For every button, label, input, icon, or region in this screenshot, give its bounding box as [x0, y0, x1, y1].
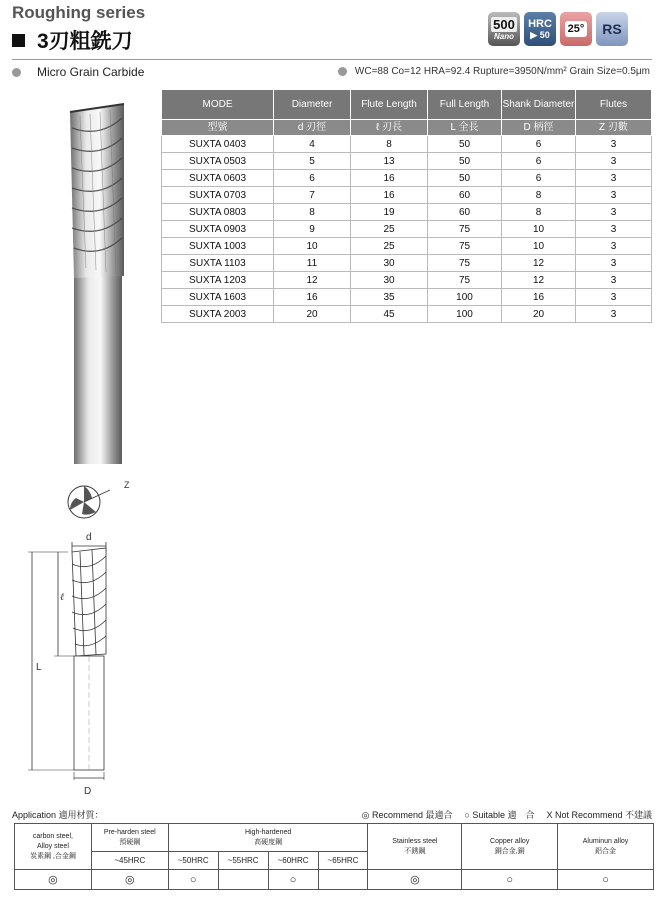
table-cell: 16: [351, 187, 428, 204]
table-row: [162, 306, 652, 323]
header-divider: [12, 59, 652, 60]
table-row: [162, 221, 652, 238]
bullet-icon: [338, 67, 347, 76]
table-cell: 6: [502, 136, 576, 153]
table-cell: 3: [576, 289, 652, 306]
suitability-mark: ○: [168, 870, 218, 890]
table-cell: 50: [428, 136, 502, 153]
table-cell: 3: [576, 170, 652, 187]
suitability-mark: ◎: [15, 870, 92, 890]
table-cell: 100: [428, 289, 502, 306]
dimension-drawing: [20, 530, 130, 800]
shank-diameter-label: D: [84, 786, 92, 797]
table-cell: 11: [274, 255, 351, 272]
rs-badge-text: RS: [602, 21, 622, 37]
table-cell: 3: [576, 238, 652, 255]
application-table: [14, 823, 654, 890]
suitability-mark: ◎: [91, 870, 168, 890]
table-cell: 30: [351, 255, 428, 272]
col-subheader: 型號: [162, 120, 274, 136]
d-label: d: [86, 532, 92, 543]
table-cell: 75: [428, 255, 502, 272]
material-stainless: Stainless steel 不銹鋼: [368, 824, 462, 870]
table-cell: 16: [274, 289, 351, 306]
material-text: Micro Grain Carbide: [37, 65, 145, 79]
nano-badge-text: Nano: [494, 32, 514, 41]
material-copper: Copper alloy 銅合金,銅: [462, 824, 558, 870]
table-cell: SUXTA 0703: [162, 187, 274, 204]
material-aluminium: Aluminun alloy 鋁合金: [558, 824, 654, 870]
end-view-icon: [60, 478, 140, 528]
table-cell: 35: [351, 289, 428, 306]
col-header: Full Length: [428, 90, 502, 120]
material-carbon-steel: carbon steel, Alloy steel 炭素鋼 ,合金鋼: [15, 824, 92, 870]
product-title: [12, 25, 133, 55]
col-header: Diameter: [274, 90, 351, 120]
spec-table: [161, 89, 652, 323]
table-cell: 3: [576, 204, 652, 221]
table-cell: 50: [428, 153, 502, 170]
table-cell: SUXTA 0503: [162, 153, 274, 170]
legend-suitable: ○ Suitable 適 合: [464, 810, 535, 820]
z-label: Z: [124, 480, 130, 490]
legend-recommend: ◎ Recommend 最適合: [361, 810, 453, 820]
helix-angle-text: 25°: [565, 21, 588, 37]
helix-angle-badge: [560, 12, 592, 46]
product-title-text: 3刃粗銑刀: [37, 30, 133, 53]
table-cell: 6: [274, 170, 351, 187]
col-header: Shank Diameter: [502, 90, 576, 120]
nano-badge-number: 500: [493, 17, 515, 32]
hrc-range: ~55HRC: [218, 852, 268, 870]
table-cell: 60: [428, 204, 502, 221]
table-row: [162, 238, 652, 255]
table-row: [162, 272, 652, 289]
table-cell: 25: [351, 238, 428, 255]
table-cell: SUXTA 1603: [162, 289, 274, 306]
col-header: Flutes: [576, 90, 652, 120]
hrc-value: 50: [539, 29, 550, 40]
title-square-icon: [12, 34, 25, 47]
material-high-hardened: High-hardened 高硬度鋼: [168, 824, 368, 852]
hrc-badge-text: HRC: [528, 17, 552, 30]
table-cell: 20: [502, 306, 576, 323]
table-header-row: [162, 90, 652, 120]
nano-coating-badge: [488, 12, 520, 46]
material-line: [12, 65, 144, 79]
table-cell: 3: [576, 221, 652, 238]
full-length-label: L: [36, 662, 42, 673]
table-row: [162, 289, 652, 306]
series-title: Roughing series: [12, 3, 146, 22]
table-cell: 50: [428, 170, 502, 187]
col-subheader: D 柄徑: [502, 120, 576, 136]
table-row: [162, 187, 652, 204]
suitability-mark: [318, 870, 368, 890]
table-cell: 4: [274, 136, 351, 153]
table-cell: 8: [502, 187, 576, 204]
table-cell: SUXTA 1003: [162, 238, 274, 255]
hrc-badge: [524, 12, 556, 46]
table-cell: 75: [428, 272, 502, 289]
table-cell: 3: [576, 136, 652, 153]
table-cell: 25: [351, 221, 428, 238]
hrc-badge-value: ▶ 50: [530, 29, 550, 40]
rs-badge: [596, 12, 628, 46]
table-row: [162, 204, 652, 221]
table-cell: 100: [428, 306, 502, 323]
table-cell: SUXTA 2003: [162, 306, 274, 323]
spec-text: WC=88 Co=12 HRA=92.4 Rupture=3950N/mm² Grain Size=0.5μm: [354, 66, 650, 77]
table-row: [162, 255, 652, 272]
spec-line: [338, 66, 650, 77]
table-cell: 8: [351, 136, 428, 153]
table-cell: 10: [502, 238, 576, 255]
col-header: MODE: [162, 90, 274, 120]
col-subheader: ℓ 刃長: [351, 120, 428, 136]
table-cell: 5: [274, 153, 351, 170]
table-cell: SUXTA 1103: [162, 255, 274, 272]
table-cell: 8: [502, 204, 576, 221]
legend: [362, 808, 652, 821]
table-cell: 9: [274, 221, 351, 238]
col-header: Flute Length: [351, 90, 428, 120]
col-subheader: L 全長: [428, 120, 502, 136]
flute-length-label: ℓ: [60, 592, 65, 603]
suitability-mark: ○: [462, 870, 558, 890]
table-cell: 3: [576, 306, 652, 323]
hrc-range: ~65HRC: [318, 852, 368, 870]
table-cell: 12: [502, 255, 576, 272]
suitability-mark: ○: [558, 870, 654, 890]
table-row: [162, 153, 652, 170]
table-cell: 3: [576, 187, 652, 204]
hrc-range: ~50HRC: [168, 852, 218, 870]
suitability-mark: ◎: [368, 870, 462, 890]
table-cell: 75: [428, 221, 502, 238]
table-cell: 7: [274, 187, 351, 204]
table-cell: 3: [576, 255, 652, 272]
hrc-range: ~60HRC: [268, 852, 318, 870]
bullet-icon: [12, 68, 21, 77]
table-cell: 6: [502, 170, 576, 187]
suitability-mark: ○: [268, 870, 318, 890]
legend-not-recommend: X Not Recommend 不建議: [546, 810, 652, 820]
col-subheader: d 刃徑: [274, 120, 351, 136]
table-cell: 8: [274, 204, 351, 221]
table-cell: SUXTA 0403: [162, 136, 274, 153]
table-cell: 16: [502, 289, 576, 306]
table-cell: 75: [428, 238, 502, 255]
suitability-mark: [218, 870, 268, 890]
table-cell: 13: [351, 153, 428, 170]
table-cell: SUXTA 0903: [162, 221, 274, 238]
suitability-row: [15, 870, 654, 890]
application-label: Application 適用材質：: [12, 810, 104, 820]
table-cell: 19: [351, 204, 428, 221]
table-cell: SUXTA 0803: [162, 204, 274, 221]
table-row: [162, 136, 652, 153]
table-subheader-row: [162, 120, 652, 136]
feature-badges: [488, 12, 628, 46]
hrc-range: ~45HRC: [91, 852, 168, 870]
table-cell: 12: [502, 272, 576, 289]
table-cell: 10: [274, 238, 351, 255]
table-cell: 20: [274, 306, 351, 323]
table-cell: 60: [428, 187, 502, 204]
table-cell: SUXTA 0603: [162, 170, 274, 187]
col-subheader: Z 刃數: [576, 120, 652, 136]
material-prehardened: Pre-harden steel 預硬鋼: [91, 824, 168, 852]
table-cell: SUXTA 1203: [162, 272, 274, 289]
table-cell: 3: [576, 153, 652, 170]
table-cell: 12: [274, 272, 351, 289]
table-cell: 16: [351, 170, 428, 187]
table-cell: 30: [351, 272, 428, 289]
table-cell: 45: [351, 306, 428, 323]
table-row: [162, 170, 652, 187]
table-cell: 10: [502, 221, 576, 238]
table-cell: 3: [576, 272, 652, 289]
table-cell: 6: [502, 153, 576, 170]
end-mill-photo: [60, 88, 132, 466]
